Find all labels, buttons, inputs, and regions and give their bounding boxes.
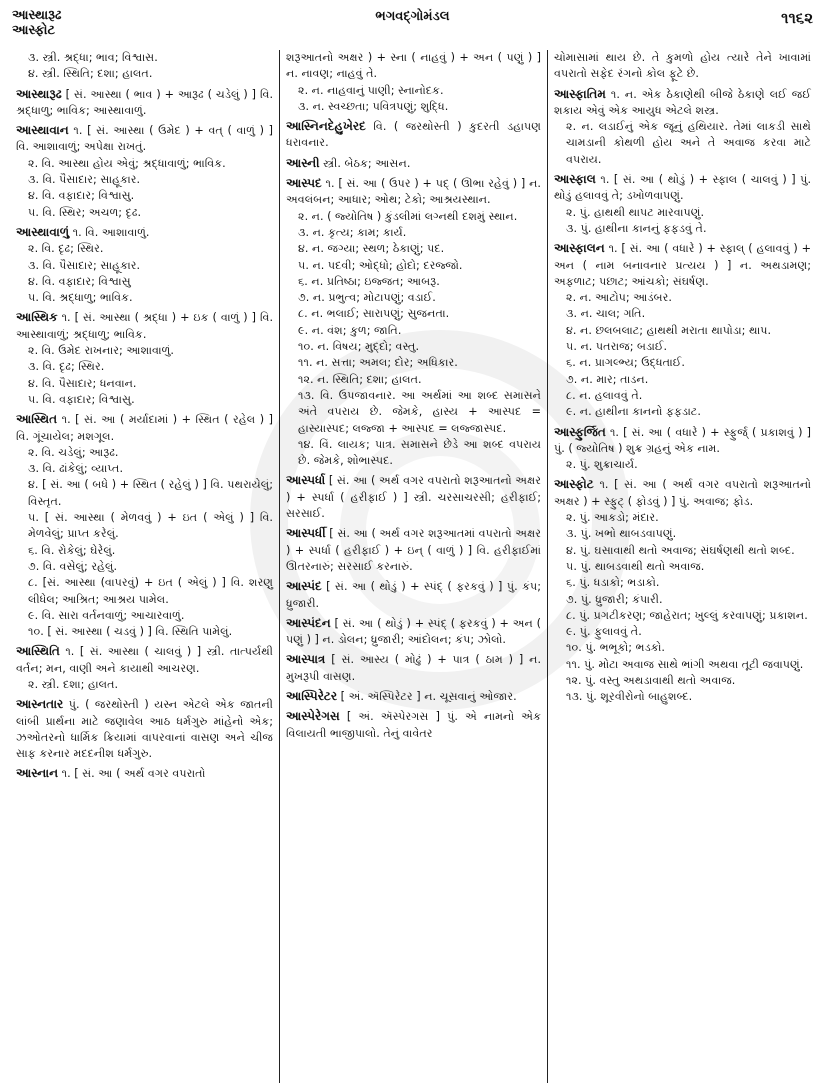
- entry-definition: ચોમાસામાં થાય છે. તે કુમળો હોય ત્યારે તેને ખાવામાં વપરાતો સફેદ રંગનો કોલ ફૂટે છે.: [554, 51, 811, 81]
- entry-definition: ૭. ન. માર; તાડન.: [566, 372, 649, 386]
- entry-headword: આસ્નિનદેહુખેરદ: [286, 119, 366, 134]
- entry-headword: આસ્ફોટ: [554, 477, 594, 492]
- dictionary-entry: [16, 696, 273, 762]
- entry-sense: [554, 543, 811, 559]
- entry-definition: ૯. ન. વંશ; કુળ; જાતિ.: [298, 323, 402, 337]
- entry-definition: ૫. વિ. સ્થિર; અચળ; દૃઢ.: [28, 205, 142, 219]
- entry-sense: [554, 290, 811, 306]
- entry-sense: [286, 651, 541, 685]
- entry-sense: [16, 677, 273, 693]
- entry-sense: [16, 50, 273, 66]
- entry-sense: [554, 205, 811, 221]
- dictionary-entry: [16, 122, 273, 221]
- entry-definition: ૨. ન. લડાઈનું એક જૂનું હથિયાર. તેમાં લાકડી સાથે ચામડાની કોથળી હોય અને તે અવાજ કરવા માટે વપરાય.: [566, 120, 811, 166]
- entry-sense: [16, 608, 273, 624]
- entry-sense: [16, 205, 273, 221]
- entry-definition: ૧૦. ન. વિષય; મુદ્દો; વસ્તુ.: [298, 340, 420, 354]
- entry-definition: ૧. [ સં. આ ( વધારે ) + સ્ફાલ્ ( હલાવવું ) + અન ( નામ બનાવનાર પ્રત્યય ) ] ન. અથડામણ; અફળાટ; પછાટ; આંચકો; સંઘર્ષણ.: [554, 242, 811, 288]
- entry-sense: [16, 461, 273, 477]
- entry-sense: [16, 343, 273, 359]
- entry-sense: [554, 608, 811, 624]
- entry-sense: [16, 86, 273, 120]
- entry-sense: [16, 643, 273, 677]
- entry-definition: ૮. પું. પ્રગટીકરણ; જાહેરાત; ખુલ્લું કરવાપણું; પ્રકાશન.: [566, 608, 808, 622]
- entry-sense: [286, 339, 541, 355]
- entry-definition: ૭. વિ. વસેલું; રહેલું.: [28, 559, 118, 573]
- entry-definition: ૧૦. [ સં. આસ્થા ( ચડવું ) ] વિ. સ્થિતિ પામેલું.: [28, 625, 233, 639]
- dictionary-entry: [286, 50, 541, 115]
- entry-headword: આસ્ફાતિમ: [554, 86, 606, 101]
- entry-sense: [16, 274, 273, 290]
- entry-definition: ૧૧. ન. સત્તા; અમલ; દોર; અધિકાર.: [298, 356, 458, 370]
- entry-definition: ૮. ન. ભલાઈ; સારાપણું; સુજનતા.: [298, 307, 450, 321]
- entry-definition: ૯. વિ. સારા વર્તનવાળું; આચારવાળું.: [28, 608, 185, 622]
- entry-sense: [554, 323, 811, 339]
- entry-definition: ૩. ન. સ્વચ્છતા; પવિત્રપણું; શુદ્ધિ.: [298, 99, 449, 113]
- entry-sense: [554, 476, 811, 510]
- dictionary-entry: [286, 708, 541, 742]
- entry-definition: ૪. ન. જગ્યા; સ્થળ; ઠેકાણું; પદ.: [298, 242, 445, 256]
- dictionary-entry: [16, 224, 273, 306]
- entry-definition: ૨. ન. નાહવાનું પાણી; સ્નાનોદક.: [298, 83, 444, 97]
- entry-definition: ૪. [ સં. આ ( બધે ) + સ્થિત ( રહેલું ) ] વિ. પથરાયેલું; વિસ્તૃત.: [28, 478, 273, 508]
- entry-sense: [16, 376, 273, 392]
- entry-sense: [554, 673, 811, 689]
- entry-definition: ૪. વિ. વફાદાર; વિશ્વાસુ.: [28, 189, 135, 203]
- entry-sense: [554, 339, 811, 355]
- entry-sense: [286, 437, 541, 470]
- entry-definition: ૧. [ સં. આ ( થોડું ) + સ્ફાલ ( ચાલવું ) ] પું. થોડું હલાવવું તે; ડખોળવાપણું.: [554, 173, 811, 203]
- entry-sense: [16, 575, 273, 608]
- entry-headword: આસ્પર્ધી: [286, 526, 326, 541]
- entry-definition: ૨. પું. હાથથી થાપટ મારવાપણું.: [566, 205, 705, 219]
- entry-sense: [554, 86, 811, 120]
- dictionary-entry: [16, 765, 273, 782]
- entry-sense: [286, 118, 541, 152]
- entry-sense: [16, 188, 273, 204]
- entry-sense: [16, 122, 273, 156]
- entry-definition: ૧૨. પું. વસ્તુ અથડાવાથી થતો અવાજ.: [566, 673, 736, 687]
- guide-word-last: આસ્ફોટ: [12, 23, 56, 38]
- dictionary-entry: [286, 651, 541, 685]
- dictionary-entry: [286, 175, 541, 469]
- entry-headword: આસ્નાન: [16, 766, 59, 781]
- column-1: [10, 50, 279, 1083]
- dictionary-entry: [286, 615, 541, 649]
- entry-sense: [554, 424, 811, 458]
- entry-sense: [286, 241, 541, 257]
- entry-sense: [554, 510, 811, 526]
- entry-headword: આસ્પિરેટર: [286, 688, 338, 703]
- entry-definition: ૭. પું. ધ્રુજારી; કંપારી.: [566, 592, 663, 606]
- dictionary-entry: [286, 155, 541, 172]
- entry-headword: આસ્પેરેગસ: [286, 709, 340, 724]
- dictionary-entry: [16, 643, 273, 693]
- entry-sense: [554, 575, 811, 591]
- entry-sense: [286, 688, 541, 705]
- entry-sense: [16, 392, 273, 408]
- dictionary-entry: [554, 240, 811, 420]
- dictionary-entry: [16, 411, 273, 640]
- entry-definition: ૩. પું. હાથીના કાનનું ફફડવું તે.: [566, 221, 707, 235]
- entry-sense: [286, 290, 541, 306]
- entry-definition: ૯. પું. ફુલાવવું તે.: [566, 625, 642, 639]
- entry-sense: [286, 615, 541, 649]
- entry-definition: ૬. વિ. રોકેલું; ઘેરેલું.: [28, 543, 116, 557]
- dictionary-entry: [286, 578, 541, 612]
- entry-definition: ૫. વિ. શ્રદ્ધાળુ; ભાવિક.: [28, 291, 133, 305]
- entry-headword: આસ્થારૂઢ: [16, 86, 62, 101]
- entry-definition: [ સં. આ ( અર્થ વગર શરૂઆતમાં વપરાતો અક્ષર ) + સ્પર્ધા ( હરીફાઈ ) + ઇન્ ( વાળું ) ] વિ. હરીફાઈમાં ઊતરનારું; સરસાઈ કરનારું.: [286, 527, 541, 573]
- entry-definition: વિ. ( જરથોસ્તી ) કુદરતી ડહાપણ ધરાવનાર.: [286, 120, 541, 150]
- entry-definition: ૩. વિ. ઢાંકેલું; વ્યાપ્ત.: [28, 462, 123, 476]
- entry-definition: ૬. ન. પ્રાગલ્ભ્ય; ઉદ્ધતાઈ.: [566, 356, 685, 370]
- page-header: [0, 0, 825, 48]
- dictionary-columns: [10, 50, 818, 1083]
- entry-sense: [16, 224, 273, 241]
- entry-sense: [286, 708, 541, 742]
- entry-definition: ૧૪. વિં. લાયક; પાત્ર. સમાસને છેડે આ શબ્દ વપરાય છે. જેમકે, શોભાસ્પદ.: [298, 437, 541, 468]
- dictionary-entry: [286, 472, 541, 522]
- dictionary-entry: [554, 50, 811, 83]
- column-3: [548, 50, 817, 1083]
- dictionary-entry: [16, 309, 273, 408]
- entry-definition: ૨. પું. આકડો; મંદાર.: [566, 511, 659, 525]
- entry-definition: ૧. [ સં. આ ( ઉપર ) + પદ્ ( ઊભા રહેવું ) ] ન. અવલંબન; આધાર; ઓથ; ટેકો; આશ્રયસ્થાન.: [286, 177, 541, 207]
- entry-definition: ૨. પું. શુક્રાચાર્ય.: [566, 458, 638, 472]
- entry-definition: ૮. [સં. આસ્થા (વાપરવું) + ઇત ( એલું ) ] વિ. શરણુ લીધેલ; આશ્રિત; આશ્રય પામેલ.: [28, 576, 273, 606]
- entry-definition: ૧. [ સં. આ ( અર્થ વગર વપરાતો: [61, 767, 206, 781]
- entry-definition: ૪. ન. છલબલાટ; હાથથી મરાતા થાપોડા; થાપ.: [566, 323, 772, 337]
- entry-sense: [16, 559, 273, 575]
- dictionary-entry: [286, 688, 541, 705]
- entry-definition: ૧૨. ન. સ્થિતિ; દશા; હાલત.: [298, 372, 422, 386]
- entry-sense: [286, 388, 541, 437]
- entry-definition: ૧૧. પું. મોટા અવાજ સાથે ભાંગી અથવા તૂટી જવાપણું.: [566, 657, 804, 671]
- entry-sense: [16, 309, 273, 343]
- entry-headword: આસ્ફાલન: [554, 241, 605, 256]
- entry-definition: ૩. સ્ત્રી. શ્રદ્ધા; ભાવ; વિશ્વાસ.: [28, 51, 158, 64]
- entry-definition: ૩. વિ. દૃઢ; સ્થિર.: [28, 360, 105, 374]
- entry-definition: [ સં. આ ( અર્થ વગર વપરાતો શરૂઆતનો અક્ષર ) + સ્પર્ધા ( હરીફાઈ ) ] સ્ત્રી. ચરસાચરસી; હરીફાઈ; સરસાઈ.: [286, 474, 541, 521]
- entry-definition: ૨. વિ. આસ્થા હોય એવું; શ્રદ્ધાવાળું; ભાવિક.: [28, 156, 226, 170]
- entry-sense: [16, 696, 273, 762]
- entry-sense: [16, 543, 273, 559]
- entry-definition: શરૂઆતનો અક્ષર ) + સ્ના ( નાહવું ) + અન ( પણું ) ] ન. નાવણ; નાહવું તે.: [286, 51, 541, 81]
- entry-definition: ૫. પું. થાબડવાથી થતો અવાજ.: [566, 559, 705, 573]
- entry-headword: આસ્પંદ: [286, 579, 322, 594]
- entry-sense: [554, 50, 811, 83]
- entry-headword: આસ્નતાર: [16, 697, 64, 712]
- entry-sense: [286, 99, 541, 115]
- entry-headword: આસ્થાવાન: [16, 123, 69, 138]
- entry-definition: [ અં. ઍસ્પેરગસ ] પું. એ નામનો એક વિલાયતી ભાજીપાલો. તેનું વાવેતર: [286, 710, 541, 740]
- entry-sense: [554, 457, 811, 473]
- entry-definition: ૫. વિ. વફાદાર; વિશ્વાસુ.: [28, 392, 135, 406]
- entry-sense: [554, 689, 811, 705]
- entry-headword: આસ્પાત્ર: [286, 652, 326, 667]
- entry-sense: [16, 477, 273, 510]
- entry-sense: [286, 209, 541, 225]
- dictionary-entry: [16, 86, 273, 120]
- entry-definition: ૭. ન. પ્રભુત્વ; મોટાપણું; વડાઈ.: [298, 291, 436, 305]
- dictionary-entry: [554, 424, 811, 474]
- entry-definition: ૬. ન. પ્રતિષ્ઠા; ઇજ્જત; આબરૂ.: [298, 274, 440, 288]
- entry-definition: ૪. સ્ત્રી. સ્થિતિ; દશા; હાલત.: [28, 67, 153, 81]
- entry-definition: ૧. [ સં. આ ( અર્થ વગર વપરાતો શરૂઆતનો અક્ષર ) + સ્ફુટ્ ( ફોડવું ) ] પું. અવાજ; ફોડ.: [554, 478, 811, 508]
- entry-headword: આસ્ની: [286, 155, 320, 170]
- entry-sense: [16, 359, 273, 375]
- entry-definition: ૨. વિ. ઉમેદ રાખનાર; આશાવાળું.: [28, 344, 174, 358]
- entry-definition: ૪. વિ. પૈસાદાર; ધનવાન.: [28, 376, 137, 390]
- entry-sense: [286, 274, 541, 290]
- entry-definition: પું. ( જરથોસ્તી ) યસ્ન એટલે એક જાતની લાંબી પ્રાર્થના માટે જણાવેલ આઠ ધર્મગુરુ માંહેનો એક; ઝઓતરનો ધાર્મિક ક્રિયામાં વાપરવાનાં વાસણ અને ચીજ સાફ કરનાર મદદનીશ ધર્મગુરુ.: [16, 698, 273, 761]
- entry-definition: ૧૩. પું. શૂરવીરોનો બાહુશબ્દ.: [566, 690, 693, 704]
- entry-sense: [16, 765, 273, 782]
- dictionary-entry: [16, 50, 273, 83]
- entry-sense: [16, 445, 273, 461]
- entry-sense: [286, 323, 541, 339]
- entry-sense: [554, 171, 811, 205]
- entry-definition: [ સં. આસ્ય ( મોઢું ) + પાત્ર ( ઠામ ) ] ન. મુખરૂપી વાસણ.: [286, 653, 542, 683]
- entry-sense: [286, 372, 541, 388]
- entry-sense: [16, 624, 273, 640]
- entry-headword: આસ્ફાલ: [554, 172, 596, 187]
- entry-sense: [554, 355, 811, 371]
- entry-headword: આસ્ફુર્જિત: [554, 424, 606, 439]
- entry-sense: [16, 510, 273, 543]
- entry-definition: ૧. [ સં. આસ્થા ( ચાલવું ) ] સ્ત્રી. તાત્પર્યથી વર્તન; મન, વાણી અને કાયાથી આચરણ.: [16, 645, 273, 675]
- entry-sense: [286, 225, 541, 241]
- entry-headword: આસ્થિક: [16, 310, 58, 325]
- entry-definition: સ્ત્રી. બેઠક; આસન.: [323, 156, 411, 170]
- entry-definition: ૧. [ સં. આસ્થા ( શ્રદ્ધા ) + ઇક ( વાળું ) ] વિ. આસ્થાવાળું; શ્રદ્ધાળુ; ભાવિક.: [16, 311, 273, 341]
- entry-sense: [286, 472, 541, 522]
- entry-definition: ૨. વિ. દૃઢ; સ્થિર.: [28, 242, 104, 256]
- entry-definition: [ સં. આસ્થા ( ભાવ ) + આરૂઢ ( ચડેલું ) ] વિ. શ્રદ્ધાળુ; ભાવિક; આસ્થાવાળું.: [16, 87, 274, 117]
- page-number: ૧૧૬૨: [781, 9, 813, 27]
- entry-sense: [554, 559, 811, 575]
- entry-definition: ૫. ન. પતરાજ; બડાઈ.: [566, 340, 668, 354]
- entry-sense: [16, 241, 273, 257]
- entry-sense: [16, 172, 273, 188]
- entry-sense: [554, 372, 811, 388]
- dictionary-entry: [554, 86, 811, 168]
- entry-sense: [286, 50, 541, 83]
- entry-definition: ૨. ન. આટોપ; આડંબર.: [566, 291, 672, 305]
- entry-definition: ૩. ન. ચાલ; ગતિ.: [566, 307, 646, 321]
- entry-sense: [554, 404, 811, 420]
- entry-sense: [554, 221, 811, 237]
- column-2: [279, 50, 548, 1083]
- entry-sense: [554, 592, 811, 608]
- entry-definition: ૧. ન. એક ઠેકાણેથી બીજે ઠેકાણે લઈ જઈ શકાય એવું એક આયુધ એટલે શસ્ત્ર.: [554, 87, 811, 117]
- entry-sense: [286, 258, 541, 274]
- entry-definition: ૫. [ સં. આસ્થા ( મેળવવું ) + ઇત ( એલું ) ] વિ. મેળવેલું; પ્રાપ્ત કરેલું.: [28, 511, 273, 541]
- entry-definition: [ સં. આ ( થોડું ) + સ્પંદ્ ( ફરકવું ) ] પું. કંપ; ધ્રુજારી.: [286, 580, 541, 610]
- entry-definition: ૫. ન. પદવી; ઓદ્ધો; હોદો; દરજ્જો.: [298, 258, 463, 272]
- entry-headword: આસ્પદ: [286, 176, 322, 191]
- entry-sense: [286, 578, 541, 612]
- entry-sense: [286, 83, 541, 99]
- dictionary-entry: [286, 525, 541, 575]
- entry-sense: [554, 526, 811, 542]
- entry-headword: આસ્થિત: [16, 412, 58, 427]
- entry-definition: ૮. ન. હલાવવું તે.: [566, 388, 643, 402]
- entry-sense: [286, 355, 541, 371]
- entry-definition: ૨. વિ. ચડેલું; આરૂઢ.: [28, 445, 119, 459]
- entry-definition: ૩. વિ. પૈસાદાર; સાહૂકાર.: [28, 173, 141, 187]
- entry-sense: [16, 290, 273, 306]
- entry-definition: ૨. સ્ત્રી. દશા; હાલત.: [28, 677, 119, 691]
- entry-definition: ૧. [ સં. આ ( વધારે ) + સ્ફુર્જ્ ( પ્રકાશવું ) ] પું. ( જ્યોતિષ ) શુક્ર ગ્રહનું એક નામ.: [554, 425, 811, 455]
- entry-definition: ૪. પું. ઘસાવાથી થતો અવાજ; સંઘર્ષણથી થતો શબ્દ.: [566, 543, 795, 557]
- entry-sense: [16, 411, 273, 445]
- entry-definition: ૨. ન. ( જ્યોતિષ ) કુંડલીમાં લગ્નથી દશમું સ્થાન.: [298, 209, 518, 223]
- entry-sense: [16, 156, 273, 172]
- dictionary-entry: [554, 171, 811, 237]
- entry-sense: [554, 240, 811, 290]
- entry-sense: [554, 640, 811, 656]
- entry-definition: ૧. [ સં. આસ્થા ( ઉમેદ ) + વત્ ( વાળું ) ] વિ. આશાવાળું; અપેક્ષા રાખતું.: [16, 124, 273, 154]
- entry-definition: ૧૦. પું. ભભૂકો; ભડકો.: [566, 641, 665, 655]
- entry-definition: [ સં. આ ( થોડું ) + સ્પંદ્ ( ફરકવું ) + અન ( પણું ) ] ન. ડોલન; ધ્રુજારી; આંદોલન; કંપ; ઝોલો.: [286, 616, 541, 647]
- entry-sense: [554, 119, 811, 168]
- entry-definition: ૪. વિ. વફાદાર; વિશ્વાસુ: [28, 274, 131, 288]
- entry-definition: ૧. વિ. આશાવાળું.: [72, 225, 150, 239]
- entry-definition: ૧૩. વિ. ઉપજાવનાર. આ અર્થમાં આ શબ્દ સમાસને અંતે વપરાય છે. જેમકે, હાસ્ય + આસ્પદ = હાસ્યાસ્પદ; લજ્જા + આસ્પદ = લજ્જાસ્પદ.: [298, 388, 541, 435]
- entry-definition: ૯. ન. હાથીના કાનનો ફફડાટ.: [566, 405, 701, 419]
- entry-sense: [286, 306, 541, 322]
- entry-sense: [286, 525, 541, 575]
- entry-definition: ૩. પું. ખભો થાબડવાપણું.: [566, 527, 677, 541]
- entry-sense: [16, 66, 273, 82]
- entry-definition: ૩. ન. કૃત્ય; કામ; કાર્ય.: [298, 225, 407, 239]
- dictionary-entry: [554, 476, 811, 705]
- dictionary-entry: [286, 118, 541, 152]
- entry-definition: ૧. [ સં. આ ( મર્યાદામાં ) + સ્થિત ( રહેલ ) ] વિ. ગૂંચાયેલ; મશગૂલ.: [16, 413, 273, 443]
- entry-definition: ૩. વિ. પૈસાદાર; સાહૂકાર.: [28, 258, 141, 272]
- entry-sense: [286, 155, 541, 172]
- entry-sense: [554, 657, 811, 673]
- entry-sense: [16, 258, 273, 274]
- entry-sense: [554, 624, 811, 640]
- entry-headword: આસ્થાવાળું: [16, 224, 70, 239]
- entry-headword: આસ્પર્ધા: [286, 473, 326, 488]
- entry-definition: [ અં. ઍસ્પિરેટર ] ન. ચૂસવાનું ઓજાર.: [340, 689, 517, 703]
- page-title: ભગવદ્ગોમંડલ: [375, 9, 450, 24]
- entry-definition: ૬. પું. ધડાકો; ભડાકો.: [566, 576, 660, 590]
- entry-sense: [286, 175, 541, 209]
- entry-headword: આસ્પંદન: [286, 615, 331, 630]
- entry-headword: આસ્થિતિ: [16, 644, 60, 659]
- entry-sense: [554, 388, 811, 404]
- guide-word-first: આસ્થારૂઢ: [12, 8, 62, 23]
- entry-sense: [554, 306, 811, 322]
